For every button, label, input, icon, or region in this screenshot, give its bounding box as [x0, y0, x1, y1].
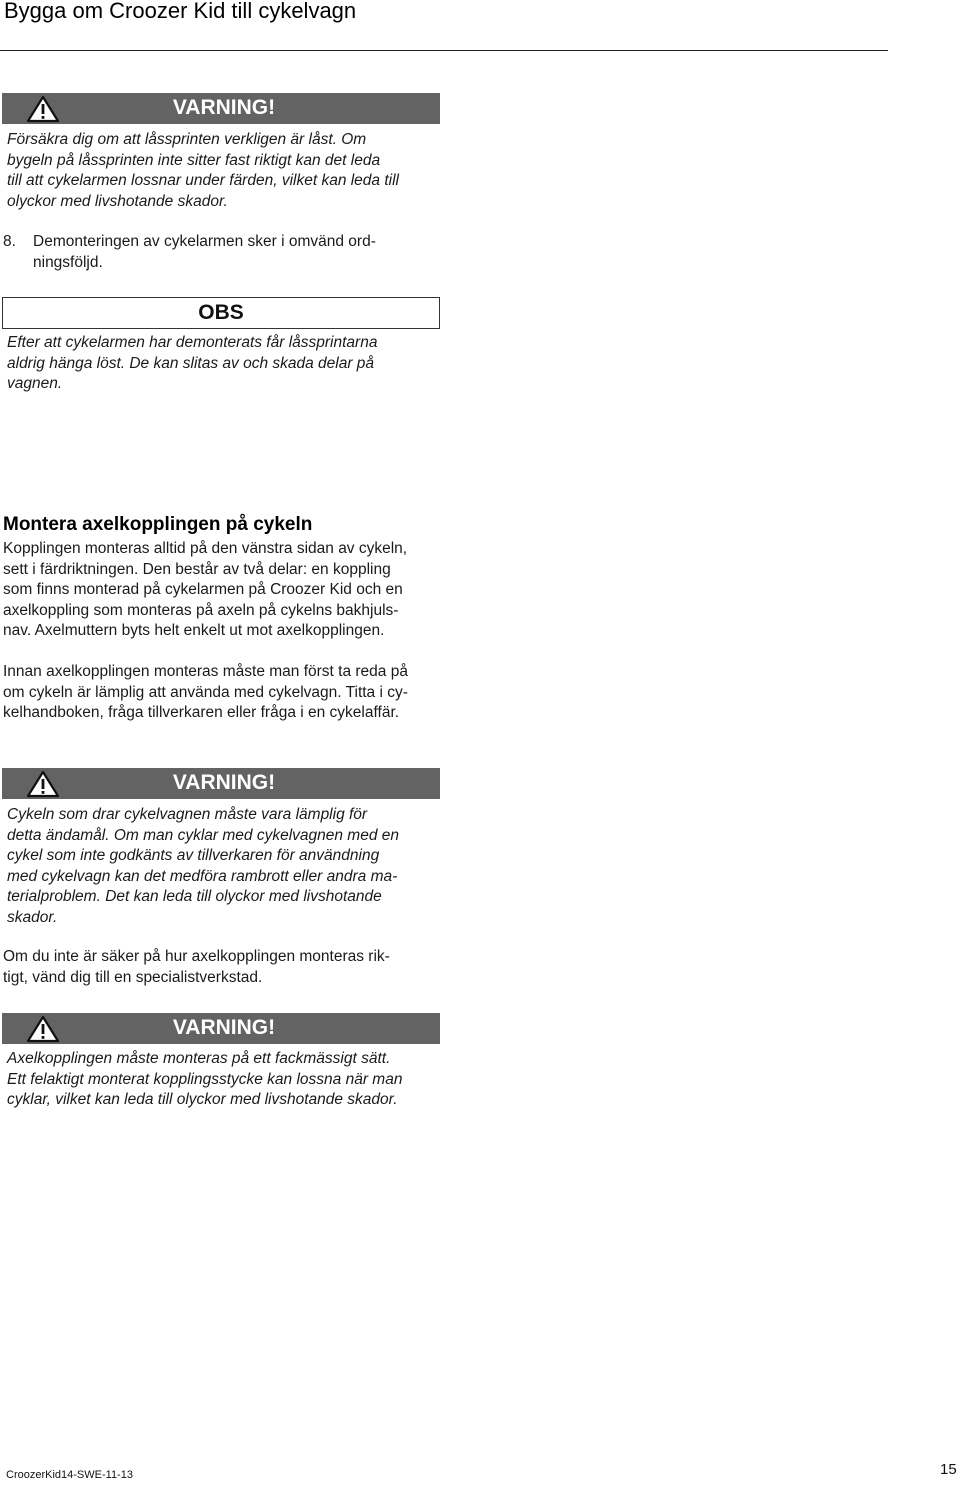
- text-line: nav. Axelmuttern byts helt enkelt ut mot axelkopplingen.: [3, 622, 385, 639]
- text-line: kelhandboken, fråga tillverkaren eller fråga i en cykelaffär.: [3, 704, 400, 721]
- paragraph-3: [3, 947, 443, 988]
- step-number: 8.: [3, 233, 16, 250]
- footer-document-code: CroozerKid14-SWE-11-13: [6, 1469, 133, 1481]
- warning-label: VARNING!: [172, 96, 276, 119]
- text-line: vagnen.: [7, 375, 63, 392]
- page-header-title: Bygga om Croozer Kid till cykelvagn: [4, 0, 357, 23]
- section-paragraph-2: [3, 662, 443, 724]
- warning-bar: [2, 93, 440, 124]
- text-line: aldrig hänga löst. De kan slitas av och skada delar på: [7, 354, 375, 372]
- text-line: olyckor med livshotande skador.: [7, 192, 228, 210]
- text-line: cyklar, vilket kan leda till olyckor med livshotande skador.: [7, 1091, 398, 1108]
- warning-text: [7, 130, 437, 212]
- text-line: Demonteringen av cykelarmen sker i omvänd ord-: [33, 233, 376, 250]
- section-paragraph-1: [3, 539, 443, 642]
- text-line: tigt, vänd dig till en specialistverkstad.: [3, 968, 263, 986]
- text-line: till att cykelarmen lossnar under färden, vilket kan leda till: [7, 172, 399, 189]
- obs-text: [7, 333, 437, 395]
- text-line: bygeln på låssprinten inte sitter fast riktigt kan det leda: [7, 151, 381, 169]
- text-line: Ett felaktigt monterat kopplingsstycke kan lossna när man: [7, 1070, 403, 1088]
- header-rule: [0, 50, 888, 51]
- warning-bar: [2, 768, 440, 799]
- text-line: Innan axelkopplingen monteras måste man först ta reda på: [3, 663, 408, 680]
- text-line: cykel som inte godkänts av tillverkaren för användning: [7, 847, 380, 864]
- obs-box: [2, 297, 440, 329]
- text-line: Om du inte är säker på hur axelkopplingen monteras rik-: [3, 948, 390, 965]
- text-line: Cykeln som drar cykelvagnen måste vara lämplig för: [7, 806, 368, 823]
- warning-text: [7, 1049, 437, 1111]
- warning-label: VARNING!: [172, 771, 276, 794]
- text-line: om cykeln är lämplig att använda med cykelvagn. Titta i cy-: [3, 683, 408, 701]
- warning-text: [7, 805, 437, 928]
- section-heading: Montera axelkopplingen på cykeln: [3, 514, 313, 535]
- warning-label: VARNING!: [172, 1016, 276, 1039]
- text-line: Försäkra dig om att låssprinten verkligen är låst. Om: [7, 131, 367, 148]
- text-line: Efter att cykelarmen har demonterats får låssprintarna: [7, 334, 378, 351]
- warning-bar: [2, 1013, 440, 1044]
- text-line: sett i färdriktningen. Den består av två delar: en koppling: [3, 560, 391, 578]
- text-line: terialproblem. Det kan leda till olyckor med livshotande: [7, 888, 382, 905]
- obs-label: OBS: [198, 301, 244, 324]
- page-number: 15: [940, 1461, 957, 1478]
- text-line: med cykelvagn kan det medföra rambrott eller andra ma-: [7, 867, 398, 885]
- text-line: Kopplingen monteras alltid på den vänstra sidan av cykeln,: [3, 540, 408, 557]
- text-line: Axelkopplingen måste monteras på ett fackmässigt sätt.: [7, 1050, 391, 1067]
- text-line: skador.: [7, 908, 58, 926]
- text-line: axelkoppling som monteras på axeln på cykelns bakhjuls-: [3, 601, 399, 619]
- text-line: som finns monterad på cykelarmen på Croozer Kid och en: [3, 581, 403, 598]
- text-line: ningsföljd.: [33, 253, 103, 271]
- text-line: detta ändamål. Om man cyklar med cykelvagnen med en: [7, 826, 399, 844]
